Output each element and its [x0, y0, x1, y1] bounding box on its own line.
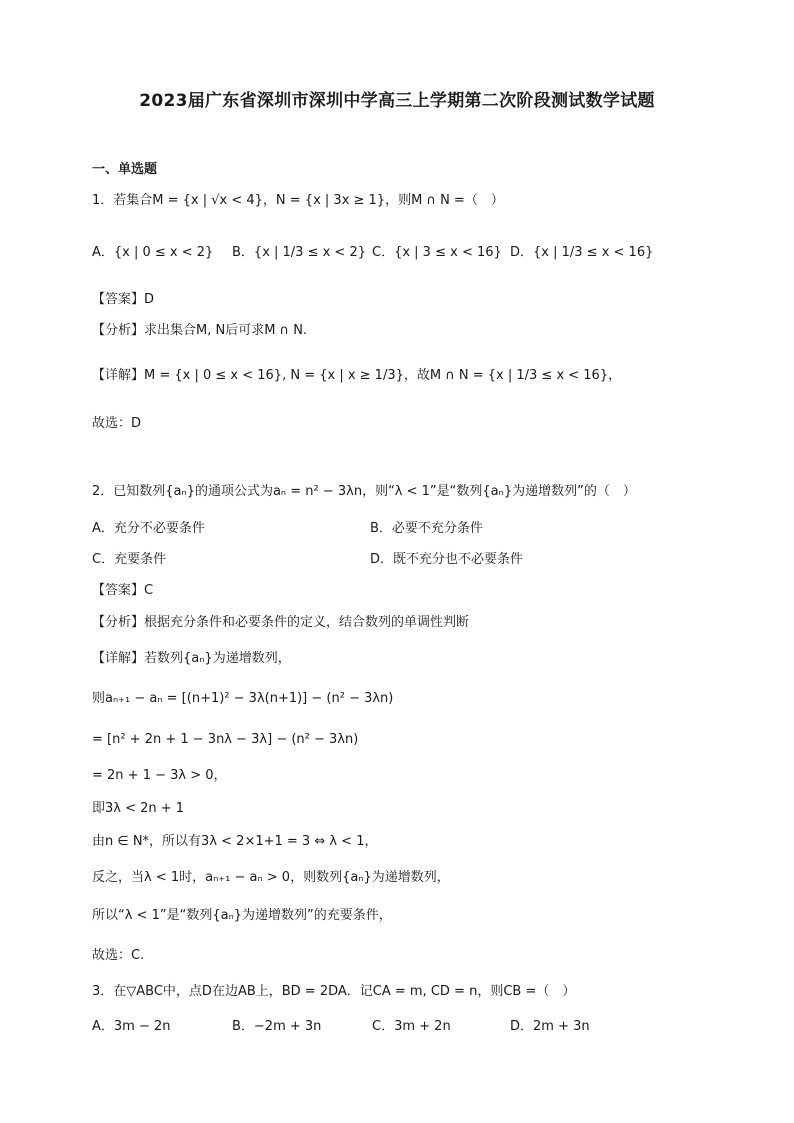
- q2-step-5: 由n ∈ N*，所以有3λ < 2×1+1 = 3 ⇔ λ < 1，: [92, 834, 378, 849]
- q1-choose: 故选：D: [92, 416, 142, 431]
- q1-stem: 1．若集合M = {x | √x < 4}，N = {x | 3x ≥ 1}，则M ∩ N =（ ）: [92, 193, 504, 208]
- page-title: 2023届广东省深圳市深圳中学高三上学期第二次阶段测试数学试题: [139, 91, 655, 111]
- q3-option-c: C．3m + 2n: [372, 1019, 451, 1034]
- q1-option-a: A．{x | 0 ≤ x < 2}: [92, 245, 214, 260]
- q2-analysis: 【分析】根据充分条件和必要条件的定义，结合数列的单调性判断: [92, 615, 470, 630]
- q2-step-2: = [n² + 2n + 1 − 3nλ − 3λ] − (n² − 3λn): [92, 732, 359, 747]
- q2-option-b: B．必要不充分条件: [370, 521, 483, 536]
- q2-stem: 2．已知数列{aₙ}的通项公式为aₙ = n² − 3λn，则“λ < 1”是“数列{aₙ}为递增数列”的（ ）: [92, 484, 636, 499]
- q2-step-6: 反之，当λ < 1时，aₙ₊₁ − aₙ > 0，则数列{aₙ}为递增数列，: [92, 870, 450, 885]
- q1-answer: 【答案】D: [92, 292, 155, 307]
- q1-detail: 【详解】M = {x | 0 ≤ x < 16}, N = {x | x ≥ 1/3}，故M ∩ N = {x | 1/3 ≤ x < 16}，: [92, 368, 622, 383]
- q1-option-c: C．{x | 3 ≤ x < 16}: [372, 245, 502, 260]
- q2-step-7: 所以“λ < 1”是“数列{aₙ}为递增数列”的充要条件，: [92, 908, 392, 923]
- q2-step-3: = 2n + 1 − 3λ > 0，: [92, 768, 227, 783]
- q2-option-c: C．充要条件: [92, 552, 167, 567]
- q2-option-a: A．充分不必要条件: [92, 521, 205, 536]
- q1-option-d: D．{x | 1/3 ≤ x < 16}: [510, 245, 654, 260]
- q2-detail: 【详解】若数列{aₙ}为递增数列，: [92, 651, 291, 666]
- q3-option-b: B．−2m + 3n: [232, 1019, 322, 1034]
- q3-option-a: A．3m − 2n: [92, 1019, 171, 1034]
- section-heading: 一、单选题: [92, 162, 158, 177]
- q1-analysis: 【分析】求出集合M, N后可求M ∩ N.: [92, 323, 308, 338]
- q2-option-d: D．既不充分也不必要条件: [370, 552, 524, 567]
- q2-choose: 故选：C.: [92, 948, 145, 963]
- q3-option-d: D．2m + 3n: [510, 1019, 590, 1034]
- q3-stem: 3．在▽ABC中，点D在边AB上，BD = 2DA．记CA = m, CD = n，则CB =（ ）: [92, 984, 576, 999]
- q2-step-1: 则aₙ₊₁ − aₙ = [(n+1)² − 3λ(n+1)] − (n² − 3λn): [92, 691, 394, 706]
- q2-step-4: 即3λ < 2n + 1: [92, 801, 185, 816]
- q1-option-b: B．{x | 1/3 ≤ x < 2}: [232, 245, 366, 260]
- q2-answer: 【答案】C: [92, 583, 154, 598]
